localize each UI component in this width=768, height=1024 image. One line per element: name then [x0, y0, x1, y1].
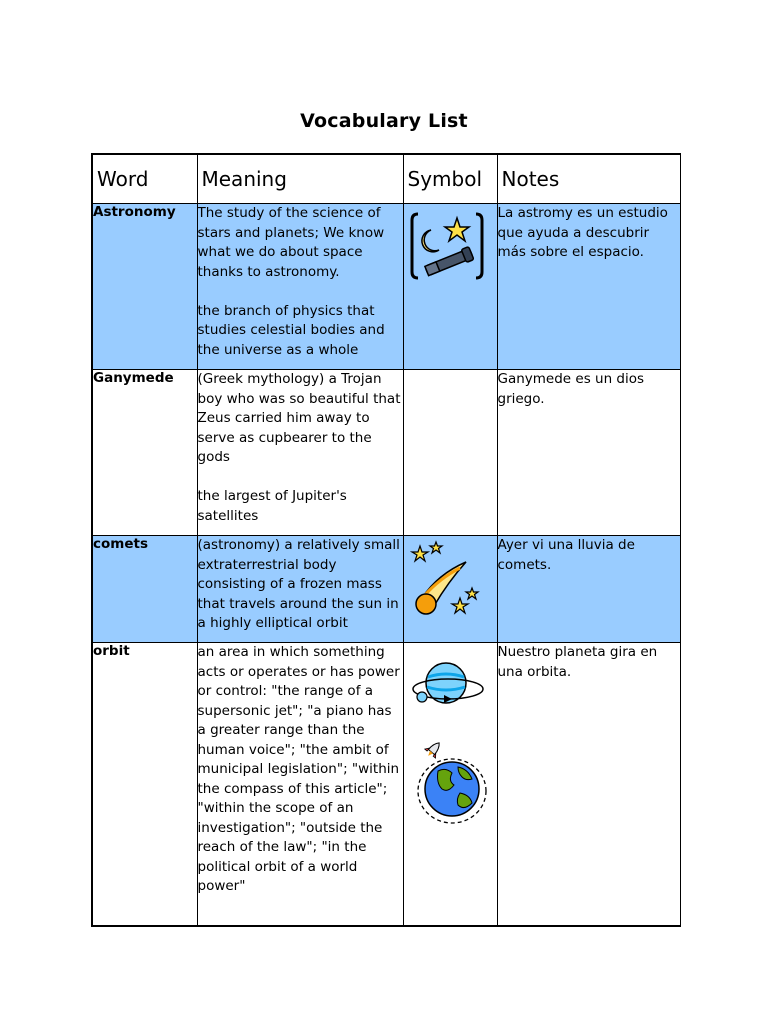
symbol-cell — [403, 204, 497, 370]
notes-cell: La astromy es un estudio que ayuda a descubrir más sobre el espacio. — [497, 204, 680, 370]
symbol-cell — [403, 536, 497, 643]
word-cell: Ganymede — [92, 370, 197, 536]
comet-icon — [408, 540, 484, 620]
word-cell: Astronomy — [92, 204, 197, 370]
orbiting-planet-icon — [408, 659, 488, 711]
word-cell: orbit — [92, 643, 197, 926]
header-notes: Notes — [497, 154, 680, 204]
telescope-moon-star-icon — [409, 210, 485, 282]
meaning-text: an area in which something acts or operates or has power or control: "the range of a supersonic jet"; "a piano has a greater range than the human voice"; "the ambit of municipal legislation"; "within the compass of this article"; "within the scope of an investigation"; "outside the reach of the law"; "in the political orbit of a world power" — [197, 644, 400, 894]
meaning-cell — [197, 643, 403, 926]
word-cell: comets — [92, 536, 197, 643]
meaning-cell — [197, 204, 403, 370]
notes-cell: Nuestro planeta gira en una orbita. — [497, 643, 680, 926]
meaning-text: (Greek mythology) a Trojan boy who was so beautiful that Zeus carried him away to serve as cupbearer to the gods — [197, 371, 401, 465]
table-row — [92, 536, 680, 643]
symbol-cell — [403, 643, 497, 926]
header-word: Word — [92, 154, 197, 204]
symbol-cell — [403, 370, 497, 536]
notes-cell: Ayer vi una lluvia de comets. — [497, 536, 680, 643]
table-row — [92, 204, 680, 370]
meaning-text: The study of the science of stars and planets; We know what we do about space thanks to astronomy. — [197, 205, 385, 280]
table-row — [92, 370, 680, 536]
vocabulary-table — [91, 153, 681, 927]
table-row — [92, 643, 680, 926]
meaning-text: the largest of Jupiter's satellites — [197, 488, 347, 524]
document-title: Vocabulary List — [300, 110, 468, 132]
meaning-cell — [197, 536, 403, 643]
header-symbol: Symbol — [403, 154, 497, 204]
table-header-row — [92, 154, 680, 204]
meaning-cell — [197, 370, 403, 536]
notes-cell: Ganymede es un dios griego. — [497, 370, 680, 536]
earth-orbit-rocket-icon — [408, 741, 492, 825]
meaning-text: the branch of physics that studies celestial bodies and the universe as a whole — [197, 302, 385, 358]
meaning-text: (astronomy) a relatively small extraterrestrial body consisting of a frozen mass that travels around the sun in a highly elliptical orbit — [197, 537, 400, 631]
header-meaning: Meaning — [197, 154, 403, 204]
